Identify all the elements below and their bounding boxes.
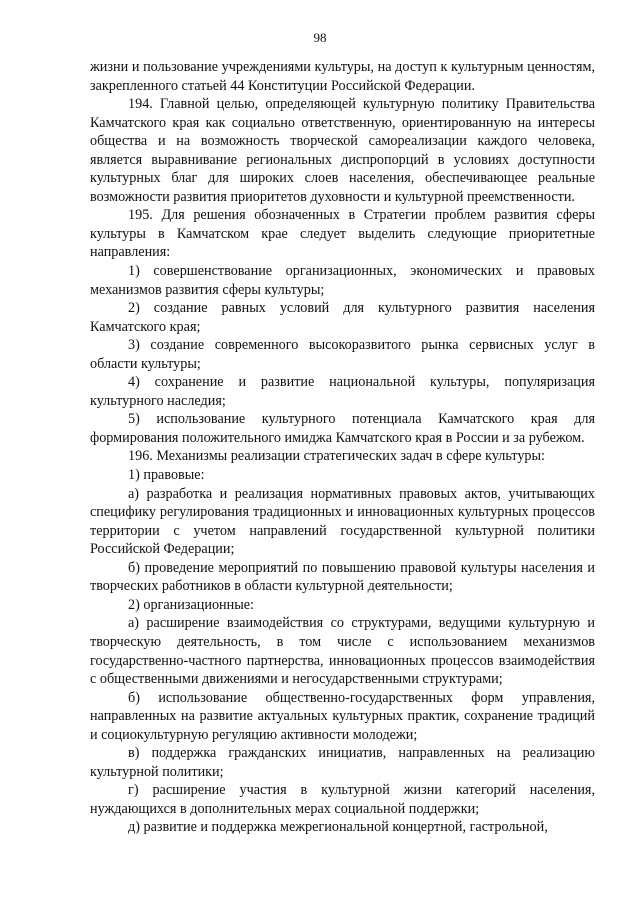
paragraph-p195-4: 4) сохранение и развитие национальной культуры, популяризация культурного наследия;: [90, 374, 595, 409]
paragraph-p195: 195. Для решения обозначенных в Стратегии проблем развития сферы культуры в Камчатском крае следует выделить следующие приоритетные направления:: [90, 207, 595, 261]
paragraph-p196: 196. Механизмы реализации стратегических задач в сфере культуры:: [128, 448, 545, 465]
paragraph-p196-2a: а) расширение взаимодействия со структурами, ведущими культурную и творческую деятельность, в том числе с использованием механизмов государственно-частного партнерства, инновационных процессов взаимодействия с общественными движениями и негосударственными структурами;: [90, 615, 595, 688]
paragraph-p196-2v: в) поддержка гражданских инициатив, направленных на реализацию культурной политики;: [90, 745, 595, 780]
paragraph-p196-2: 2) организационные:: [128, 596, 254, 613]
paragraph-p195-5: 5) использование культурного потенциала Камчатского края для формирования положительного имиджа Камчатского края в России и за рубежом.: [90, 411, 595, 446]
paragraph-p196-2d: д) развитие и поддержка межрегиональной концертной, гастрольной,: [128, 819, 548, 836]
paragraph-cont: жизни и пользование учреждениями культуры, на доступ к культурным ценностям, закрепленного статьей 44 Конституции Российской Федерации.: [90, 59, 595, 94]
paragraph-p195-1: 1) совершенствование организационных, экономических и правовых механизмов развития сферы культуры;: [90, 263, 595, 298]
paragraph-p196-1: 1) правовые:: [128, 467, 205, 484]
paragraph-p194: 194. Главной целью, определяющей культурную политику Правительства Камчатского края как социально ответственную, ориентированную на интересы общества и на возможность творческой самореализации каждого человека, является выравнивание региональных диспропорций в условиях доступности культурных благ для широких слоев населения, обеспечивающее реальные возможности развития приоритетов духовности и культурной преемственности.: [90, 96, 595, 205]
body-text: [90, 58, 595, 837]
paragraph-p196-1a: а) разработка и реализация нормативных правовых актов, учитывающих специфику регулирования традиционных и инновационных культурных процессов территории с учетом направлений государственной культурной политики Российской Федерации;: [90, 485, 595, 558]
paragraph-p196-2g: г) расширение участия в культурной жизни категорий населения, нуждающихся в дополнительных мерах социальной поддержки;: [90, 782, 595, 817]
paragraph-p196-2b: б) использование общественно-государственных форм управления, направленных на развитие актуальных культурных практик, сохранение традиций и социокультурную регуляцию активности молодежи;: [90, 689, 595, 743]
page-number: 98: [313, 30, 327, 45]
paragraph-p195-3: 3) создание современного высокоразвитого рынка сервисных услуг в области культуры;: [90, 337, 595, 372]
paragraph-p196-1b: б) проведение мероприятий по повышению правовой культуры населения и творческих работников в области культурной деятельности;: [90, 559, 595, 595]
paragraph-p195-2: 2) создание равных условий для культурного развития населения Камчатского края;: [90, 300, 595, 335]
